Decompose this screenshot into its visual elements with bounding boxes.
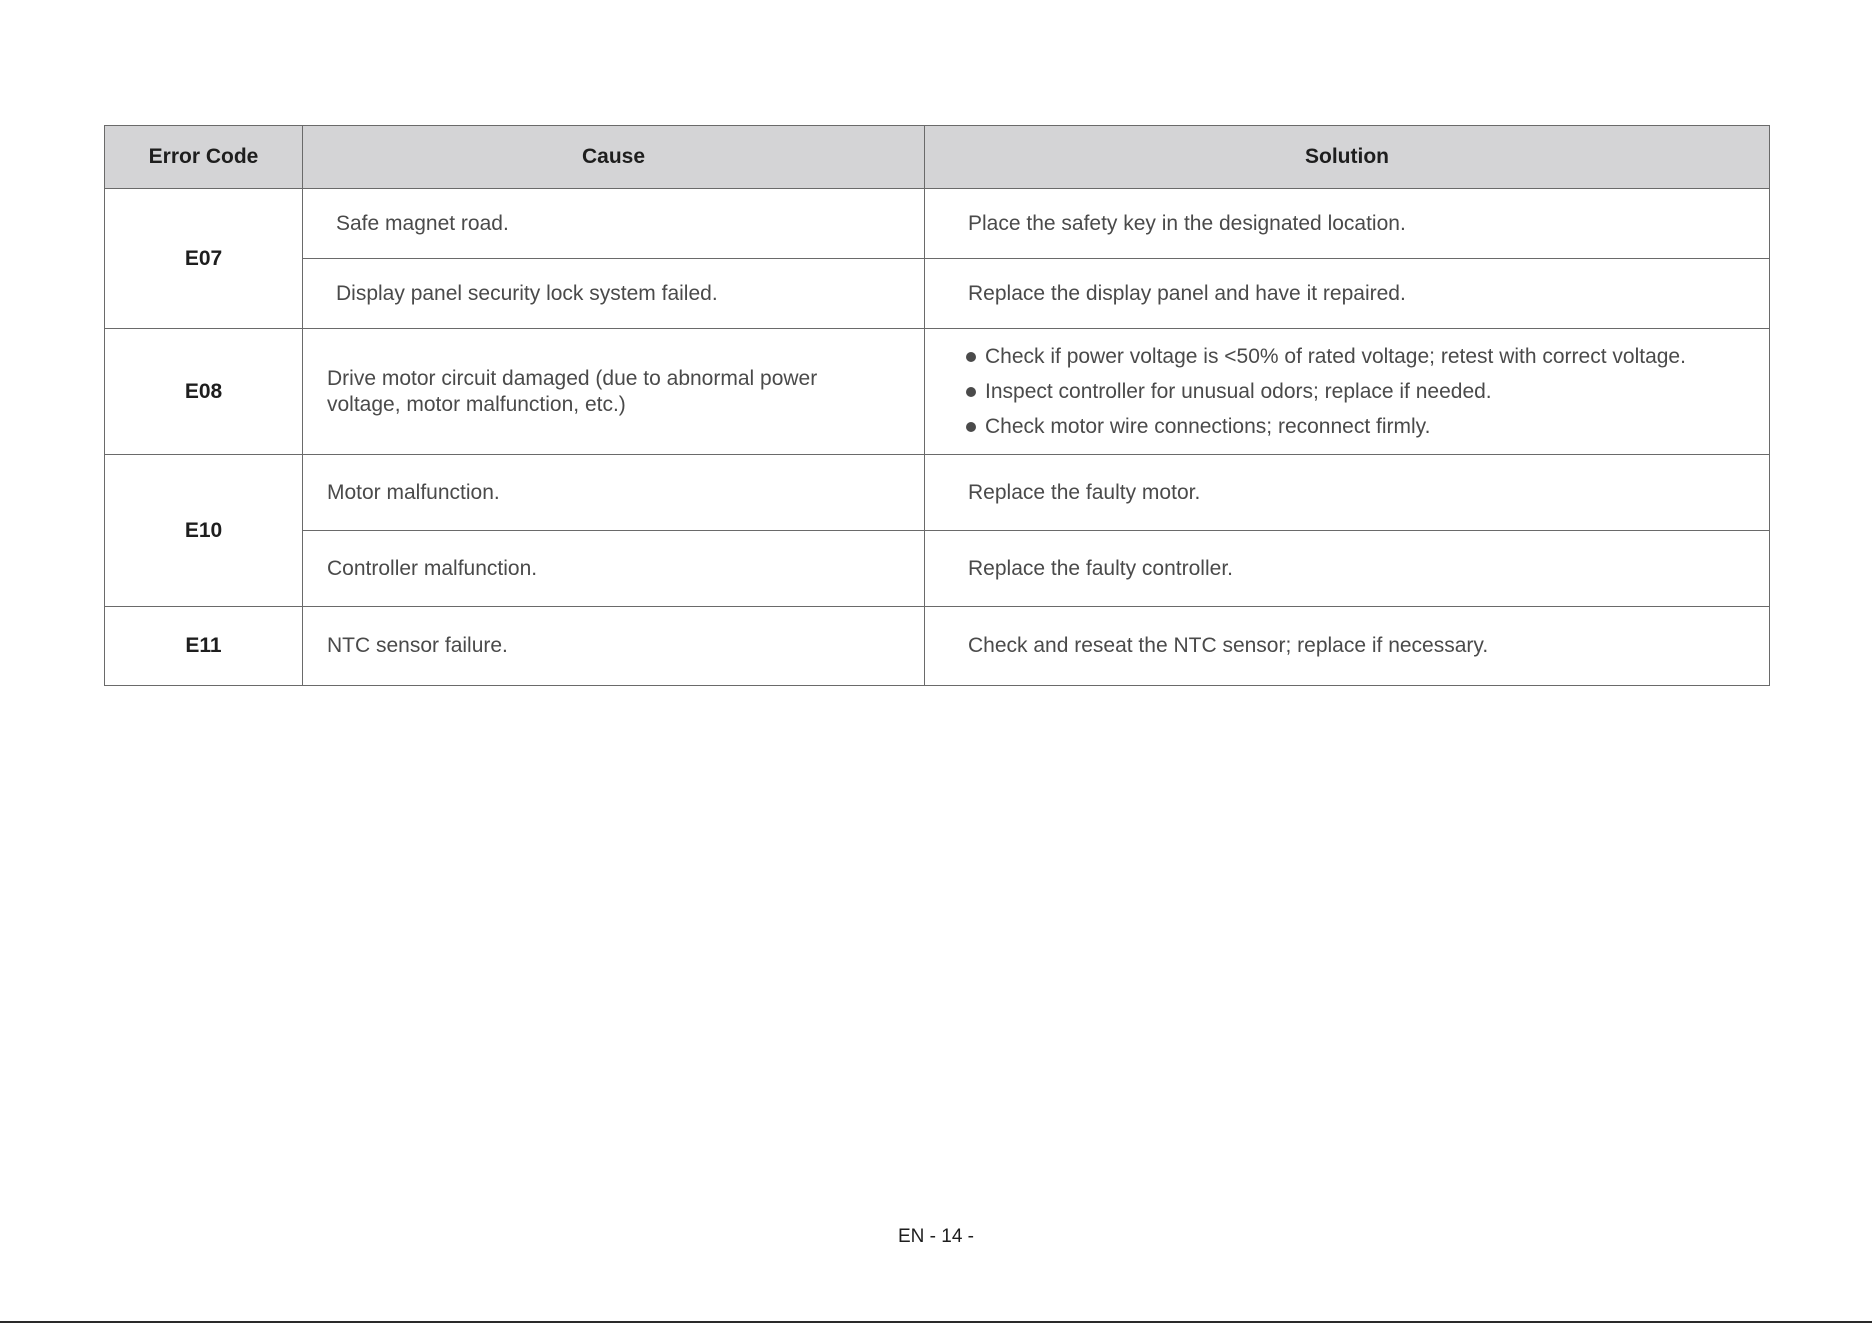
cause-cell bbox=[303, 329, 925, 455]
solution-cell bbox=[925, 329, 1770, 455]
header-solution: Solution bbox=[925, 126, 1770, 189]
solution-bullet-item: Check if power voltage is <50% of rated voltage; retest with correct voltage. bbox=[965, 339, 1769, 374]
bottom-divider bbox=[0, 1321, 1872, 1323]
solution-cell: Replace the display panel and have it repaired. bbox=[925, 259, 1770, 329]
table-row-e07-2 bbox=[105, 259, 1770, 329]
header-cause: Cause bbox=[303, 126, 925, 189]
table-row-e10-2 bbox=[105, 531, 1770, 607]
solution-bullet-item: Inspect controller for unusual odors; replace if needed. bbox=[965, 374, 1769, 409]
error-code-table bbox=[104, 125, 1770, 686]
error-code-e10: E10 bbox=[105, 455, 303, 607]
cause-text: Drive motor circuit damaged (due to abnormal power voltage, motor malfunction, etc.) bbox=[327, 366, 818, 416]
solution-cell: Place the safety key in the designated location. bbox=[925, 189, 1770, 259]
solution-cell: Replace the faulty motor. bbox=[925, 455, 1770, 531]
cause-cell: Controller malfunction. bbox=[303, 531, 925, 607]
solution-bullet-item: Check motor wire connections; reconnect firmly. bbox=[965, 409, 1769, 444]
table-row-e07-1 bbox=[105, 189, 1770, 259]
table-row-e10-1 bbox=[105, 455, 1770, 531]
header-error-code: Error Code bbox=[105, 126, 303, 189]
error-code-e07: E07 bbox=[105, 189, 303, 329]
error-code-e08: E08 bbox=[105, 329, 303, 455]
cause-cell: NTC sensor failure. bbox=[303, 607, 925, 686]
table-row-e08 bbox=[105, 329, 1770, 455]
table-header-row bbox=[105, 126, 1770, 189]
solution-cell: Check and reseat the NTC sensor; replace if necessary. bbox=[925, 607, 1770, 686]
table-row-e11 bbox=[105, 607, 1770, 686]
solution-bullet-list bbox=[965, 339, 1769, 444]
solution-cell: Replace the faulty controller. bbox=[925, 531, 1770, 607]
cause-cell: Safe magnet road. bbox=[303, 189, 925, 259]
cause-cell: Display panel security lock system failed. bbox=[303, 259, 925, 329]
error-code-e11: E11 bbox=[105, 607, 303, 686]
page-number: EN - 14 - bbox=[897, 1226, 975, 1247]
cause-cell: Motor malfunction. bbox=[303, 455, 925, 531]
